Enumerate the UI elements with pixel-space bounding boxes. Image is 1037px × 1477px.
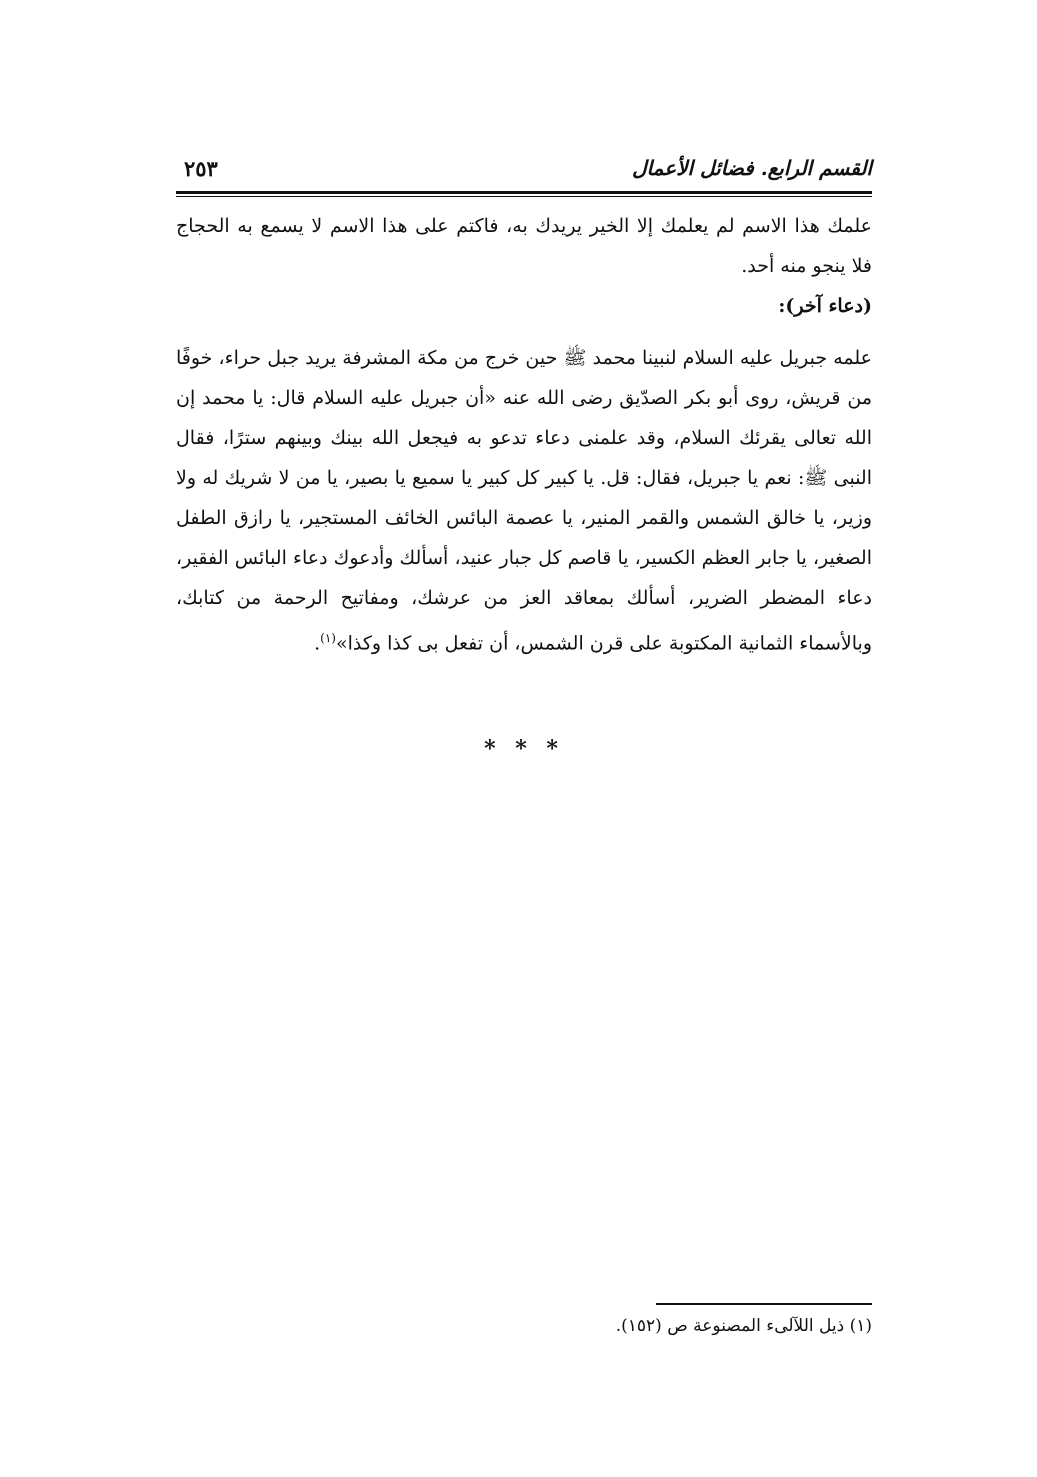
- body-text: [176, 206, 872, 663]
- footnote: (١) ذيل اللآلىء المصنوعة ص (١٥٢).: [615, 1316, 872, 1336]
- paragraph-2-end: .: [314, 632, 321, 655]
- footnote-reference: (١): [320, 631, 336, 645]
- page-number: ٢٥٣: [184, 156, 218, 181]
- header-rule: [176, 191, 872, 197]
- paragraph-1: علمك هذا الاسم لم يعلمك إلا الخير يريدك به، فاكتم على هذا الاسم لا يسمع به الحجاج فلا ينجو منه أحد.: [176, 215, 872, 277]
- paragraph-2: [176, 338, 872, 663]
- section-separator: * * *: [484, 736, 564, 762]
- paragraph-2-text: علمه جبريل عليه السلام لنبينا محمد ﷺ حين خرج من مكة المشرفة يريد جبل حراء، خوفًا من قريش، روى أبو بكر الصدّيق رضى الله عنه «أن جبريل عليه السلام قال: يا محمد إن الله تعالى يقرئك السلام، وقد علمنى دعاء تدعو به فيجعل الله بينك وبينهم سترًا، فقال النبى ﷺ: نعم يا جبريل، فقال: قل. يا كبير كل كبير يا سميع يا بصير، يا من لا شريك له ولا وزير، يا خالق الشمس والقمر المنير، يا عصمة البائس الخائف المستجير، يا رازق الطفل الصغير، يا جابر العظم الكسير، يا قاصم كل جبار عنيد، أسألك وأدعوك دعاء البائس الفقير، دعاء المضطر الضرير، أسألك بمعاقد العز من عرشك، ومفاتيح الرحمة من كتابك، وبالأسماء الثمانية المكتوبة على قرن الشمس، أن تفعل بى كذا وكذا»: [176, 347, 872, 655]
- paragraph-gap: [176, 326, 872, 338]
- running-header: [176, 150, 872, 190]
- prayer-heading: (دعاء آخر):: [778, 295, 872, 317]
- section-title: القسم الرابع. فضائل الأعمال: [631, 156, 872, 180]
- footnote-rule: [656, 1303, 872, 1305]
